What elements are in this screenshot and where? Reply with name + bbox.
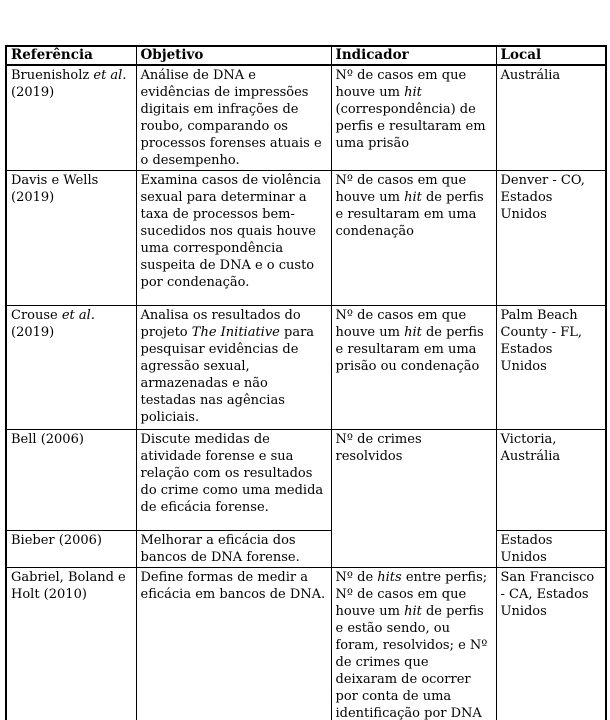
table-row bbox=[6, 568, 606, 720]
studies-comparison-table bbox=[5, 45, 607, 720]
referencia-cell: Crouse et al. (2019) bbox=[6, 306, 136, 430]
objetivo-cell: Analisa os resultados do projeto The Initiative para pesquisar evidências de agressão sexual, armazenadas e não testadas nas agências policiais. bbox=[136, 306, 331, 430]
objetivo-cell: Examina casos de violência sexual para determinar a taxa de processos bem-sucedidos nos quais houve uma correspondência suspeita de DNA e o custo por condenação. bbox=[136, 171, 331, 306]
indicador-cell: Nº de casos em que houve um hit (correspondência) de perfis e resultaram em uma prisão bbox=[331, 65, 496, 171]
local-cell: Palm Beach County - FL, Estados Unidos bbox=[496, 306, 606, 430]
referencia-cell: Davis e Wells (2019) bbox=[6, 171, 136, 306]
indicador-cell: Nº de casos em que houve um hit de perfis e resultaram em uma prisão ou condenação bbox=[331, 306, 496, 430]
objetivo-cell: Define formas de medir a eficácia em bancos de DNA. bbox=[136, 568, 331, 720]
table-header-row bbox=[6, 46, 606, 65]
column-header-indicador: Indicador bbox=[331, 46, 496, 65]
objetivo-cell: Discute medidas de atividade forense e sua relação com os resultados do crime como uma medida de eficácia forense. bbox=[136, 430, 331, 531]
table-row bbox=[6, 65, 606, 171]
objetivo-cell: Análise de DNA e evidências de impressões digitais em infrações de roubo, comparando os processos forenses atuais e o desempenho. bbox=[136, 65, 331, 171]
local-cell: Denver - CO, Estados Unidos bbox=[496, 171, 606, 306]
referencia-cell: Gabriel, Boland e Holt (2010) bbox=[6, 568, 136, 720]
table-row bbox=[6, 430, 606, 531]
indicador-cell: Nº de hits entre perfis; Nº de casos em que houve um hit de perfis e estão sendo, ou foram, resolvidos; e Nº de crimes que deixaram de ocorrer por conta de uma identificação por DNA bbox=[331, 568, 496, 720]
table-row bbox=[6, 531, 606, 568]
referencia-cell: Bruenisholz et al. (2019) bbox=[6, 65, 136, 171]
table-row bbox=[6, 171, 606, 306]
column-header-referencia: Referência bbox=[6, 46, 136, 65]
table-row bbox=[6, 306, 606, 430]
local-cell: Victoria, Austrália bbox=[496, 430, 606, 531]
column-header-local: Local bbox=[496, 46, 606, 65]
local-cell: San Francisco - CA, Estados Unidos bbox=[496, 568, 606, 720]
referencia-cell: Bell (2006) bbox=[6, 430, 136, 531]
indicador-cell: Nº de casos em que houve um hit de perfis e resultaram em uma condenação bbox=[331, 171, 496, 306]
referencia-cell: Bieber (2006) bbox=[6, 531, 136, 568]
local-cell: Estados Unidos bbox=[496, 531, 606, 568]
column-header-objetivo: Objetivo bbox=[136, 46, 331, 65]
indicador-cell-merged: Nº de crimes resolvidos bbox=[331, 430, 496, 568]
local-cell: Austrália bbox=[496, 65, 606, 171]
objetivo-cell: Melhorar a eficácia dos bancos de DNA forense. bbox=[136, 531, 331, 568]
